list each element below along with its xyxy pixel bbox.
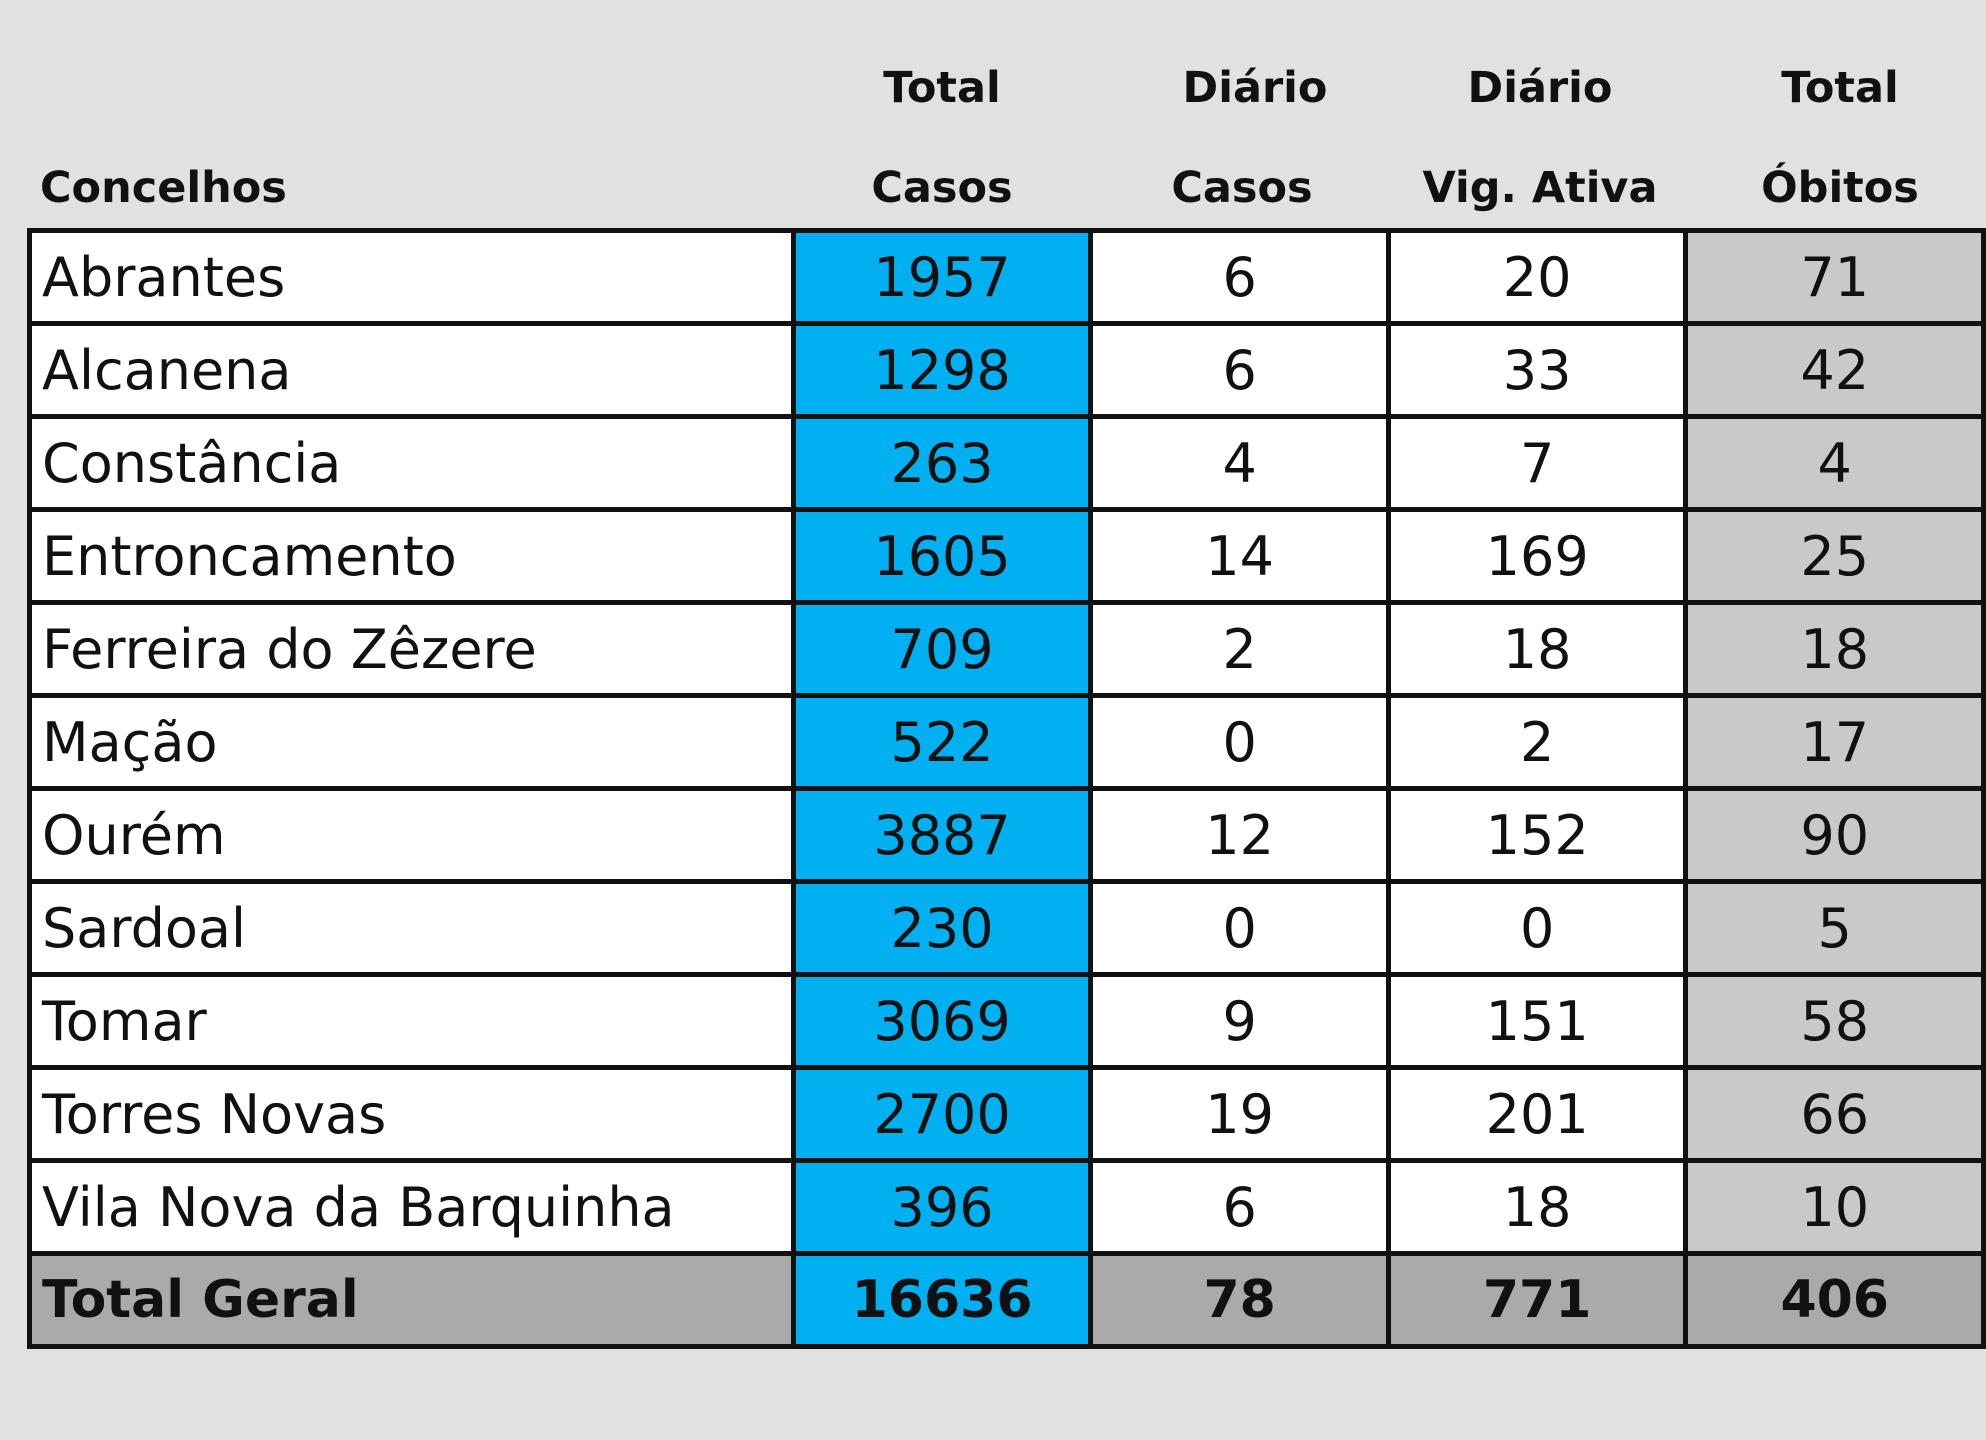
diario-vig-cell: 33 xyxy=(1388,324,1686,417)
diario-casos-cell: 6 xyxy=(1091,324,1388,417)
total-obitos-cell: 10 xyxy=(1686,1161,1984,1254)
total-obitos-sum: 406 xyxy=(1686,1254,1984,1347)
diario-vig-cell: 0 xyxy=(1388,882,1686,975)
total-obitos-cell: 58 xyxy=(1686,975,1984,1068)
total-obitos-cell: 71 xyxy=(1686,231,1984,324)
concelho-name: Abrantes xyxy=(30,231,794,324)
total-casos-cell: 709 xyxy=(793,603,1091,696)
total-casos-cell: 522 xyxy=(793,696,1091,789)
diario-vig-cell: 20 xyxy=(1388,231,1686,324)
table-row xyxy=(30,231,1984,324)
header-diario-vig-line2: Vig. Ativa xyxy=(1422,163,1658,213)
total-casos-cell: 1298 xyxy=(793,324,1091,417)
total-geral-label: Total Geral xyxy=(30,1254,794,1347)
diario-vig-cell: 201 xyxy=(1388,1068,1686,1161)
total-casos-cell: 2700 xyxy=(793,1068,1091,1161)
table-row xyxy=(30,975,1984,1068)
diario-vig-cell: 151 xyxy=(1388,975,1686,1068)
concelho-name: Tomar xyxy=(30,975,794,1068)
header-diario-casos-line2: Casos xyxy=(1171,163,1313,213)
diario-vig-sum: 771 xyxy=(1388,1254,1686,1347)
header-diario-vig-line1: Diário xyxy=(1467,63,1613,113)
concelho-name: Entroncamento xyxy=(30,510,794,603)
header-concelhos: Concelhos xyxy=(40,163,287,213)
total-obitos-cell: 5 xyxy=(1686,882,1984,975)
diario-vig-cell: 2 xyxy=(1388,696,1686,789)
diario-casos-cell: 0 xyxy=(1091,696,1388,789)
diario-casos-sum: 78 xyxy=(1091,1254,1388,1347)
concelho-name: Sardoal xyxy=(30,882,794,975)
total-obitos-cell: 25 xyxy=(1686,510,1984,603)
total-casos-cell: 3887 xyxy=(793,789,1091,882)
total-casos-sum: 16636 xyxy=(793,1254,1091,1347)
header-total-obitos-line1: Total xyxy=(1781,63,1899,113)
diario-casos-cell: 9 xyxy=(1091,975,1388,1068)
concelhos-table xyxy=(27,228,1986,1349)
table-row xyxy=(30,696,1984,789)
table-row xyxy=(30,882,1984,975)
concelho-name: Alcanena xyxy=(30,324,794,417)
header-total-casos-line1: Total xyxy=(883,63,1001,113)
concelho-name: Constância xyxy=(30,417,794,510)
table-row xyxy=(30,789,1984,882)
header-total-casos-line2: Casos xyxy=(871,163,1013,213)
total-casos-cell: 1957 xyxy=(793,231,1091,324)
total-obitos-cell: 90 xyxy=(1686,789,1984,882)
total-obitos-cell: 42 xyxy=(1686,324,1984,417)
total-casos-cell: 1605 xyxy=(793,510,1091,603)
total-casos-cell: 230 xyxy=(793,882,1091,975)
diario-casos-cell: 6 xyxy=(1091,231,1388,324)
diario-casos-cell: 4 xyxy=(1091,417,1388,510)
table-row xyxy=(30,603,1984,696)
diario-vig-cell: 18 xyxy=(1388,603,1686,696)
diario-vig-cell: 169 xyxy=(1388,510,1686,603)
concelho-name: Ourém xyxy=(30,789,794,882)
table-row xyxy=(30,1068,1984,1161)
table-row xyxy=(30,510,1984,603)
diario-vig-cell: 7 xyxy=(1388,417,1686,510)
table-row xyxy=(30,417,1984,510)
total-obitos-cell: 66 xyxy=(1686,1068,1984,1161)
diario-vig-cell: 152 xyxy=(1388,789,1686,882)
concelho-name: Mação xyxy=(30,696,794,789)
header-diario-casos-line1: Diário xyxy=(1182,63,1328,113)
concelho-name: Ferreira do Zêzere xyxy=(30,603,794,696)
total-casos-cell: 396 xyxy=(793,1161,1091,1254)
diario-casos-cell: 12 xyxy=(1091,789,1388,882)
table-row xyxy=(30,1161,1984,1254)
diario-casos-cell: 19 xyxy=(1091,1068,1388,1161)
total-casos-cell: 3069 xyxy=(793,975,1091,1068)
diario-casos-cell: 0 xyxy=(1091,882,1388,975)
total-geral-row xyxy=(30,1254,1984,1347)
diario-casos-cell: 14 xyxy=(1091,510,1388,603)
total-obitos-cell: 18 xyxy=(1686,603,1984,696)
diario-casos-cell: 6 xyxy=(1091,1161,1388,1254)
total-casos-cell: 263 xyxy=(793,417,1091,510)
total-obitos-cell: 17 xyxy=(1686,696,1984,789)
concelho-name: Vila Nova da Barquinha xyxy=(30,1161,794,1254)
diario-casos-cell: 2 xyxy=(1091,603,1388,696)
header-total-obitos-line2: Óbitos xyxy=(1761,163,1919,213)
concelho-name: Torres Novas xyxy=(30,1068,794,1161)
diario-vig-cell: 18 xyxy=(1388,1161,1686,1254)
total-obitos-cell: 4 xyxy=(1686,417,1984,510)
table-row xyxy=(30,324,1984,417)
